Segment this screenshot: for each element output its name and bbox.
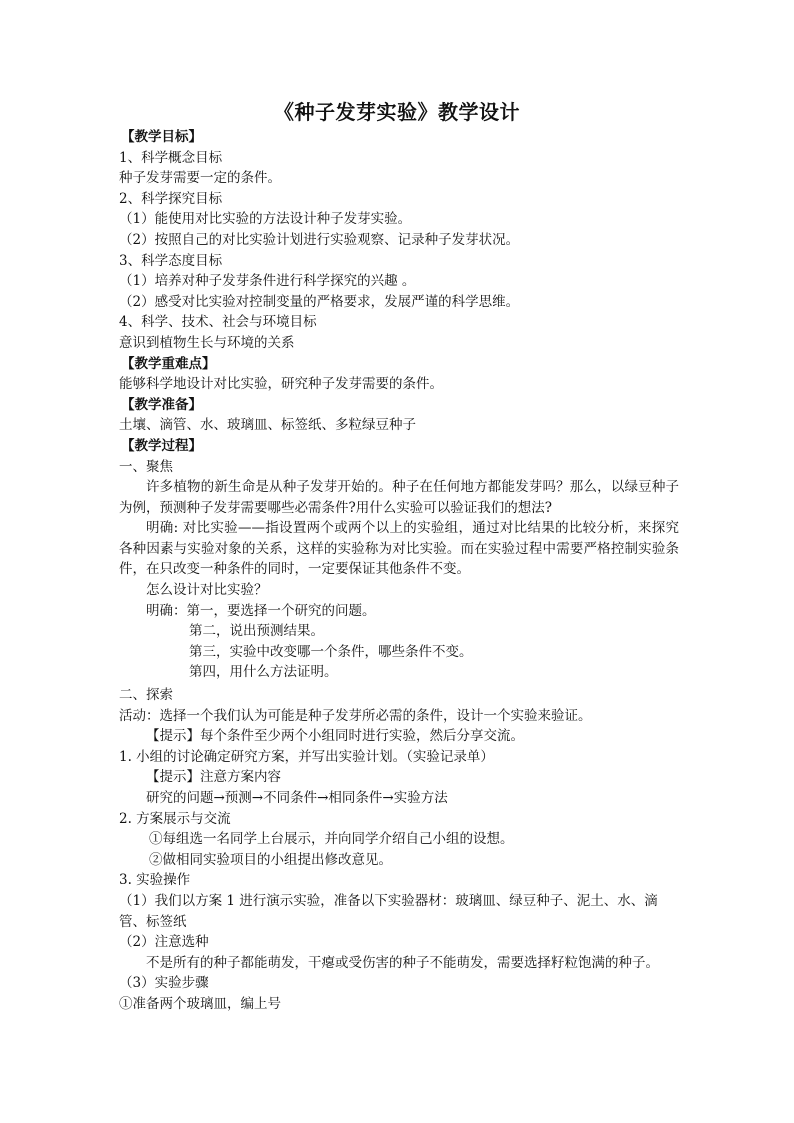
section-heading-process: 【教学过程】 <box>121 437 202 454</box>
text-line: 意识到植物生长与环境的关系 <box>119 334 295 351</box>
text-line: 不是所有的种子都能萌发，干瘪或受伤害的种子不能萌发，需要选择籽粒饱满的种子。 <box>146 954 659 971</box>
text-line: 【提示】每个条件至少两个小组同时进行实验，然后分享交流。 <box>146 728 524 745</box>
text-line: 1. 小组的讨论确定研究方案，并写出实验计划。（实验记录单） <box>119 748 494 765</box>
text-line: 2、科学探究目标 <box>119 190 223 207</box>
document-title: 《种子发芽实验》教学设计 <box>274 100 520 124</box>
text-line: ①准备两个玻璃皿，编上号 <box>119 995 281 1012</box>
text-line: （2）感受对比实验对控制变量的严格要求，发展严谨的科学思维。 <box>119 293 520 310</box>
text-line: 【提示】注意方案内容 <box>146 769 281 786</box>
text-line: 二、探索 <box>119 687 173 704</box>
text-line: 怎么设计对比实验？ <box>146 582 268 599</box>
text-line: （2）注意选种 <box>119 934 209 951</box>
text-line: （2）按照自己的对比实验计划进行实验观察、记录种子发芽状况。 <box>119 231 520 248</box>
text-line: （1）培养对种子发芽条件进行科学探究的兴趣 。 <box>119 273 416 290</box>
text-line: ②做相同实验项目的小组提出修改意见。 <box>149 851 392 868</box>
paragraph: 许多植物的新生命是从种子发芽开始的。种子在任何地方都能发芽吗？那么，以绿豆种子为例，预测种子发芽需要哪些必需条件?用什么实验可以验证我们的想法? <box>119 479 679 516</box>
text-line: 一、聚焦 <box>119 458 173 475</box>
paragraph: （1）我们以方案 1 进行演示实验，准备以下实验器材：玻璃皿、绿豆种子、泥土、水、滴管、标签纸 <box>119 892 658 930</box>
text-line: 3. 实验操作 <box>119 872 191 889</box>
text-line: 第四，用什么方法证明。 <box>189 664 338 681</box>
text-line: 1、科学概念目标 <box>119 149 223 166</box>
text-line: 能够科学地设计对比实验，研究种子发芽需要的条件。 <box>119 376 443 393</box>
document-body <box>119 127 679 1015</box>
text-line: 4、科学、技术、社会与环境目标 <box>119 314 317 331</box>
text-line: 第三，实验中改变哪一个条件，哪些条件不变。 <box>189 643 473 660</box>
text-line: ①每组选一名同学上台展示，并向同学介绍自己小组的设想。 <box>149 831 514 848</box>
text-line: 研究的问题→预测→不同条件→相同条件→实验方法 <box>146 790 448 806</box>
paragraph: 明确: 对比实验——指设置两个或两个以上的实验组，通过对比结果的比较分析，来探究各种因素与实验对象的关系，这样的实验称为对比实验。而在实验过程中需要严格控制实验条件，在只改变一种条件的同时，一定要保证其他条件不变。 <box>119 520 679 578</box>
text-line: 活动：选择一个我们认为可能是种子发芽所必需的条件，设计一个实验来验证。 <box>119 707 592 724</box>
text-line: 种子发芽需要一定的条件。 <box>119 170 281 187</box>
text-line: （3）实验步骤 <box>119 975 209 992</box>
text-line: 3、科学态度目标 <box>119 252 223 269</box>
section-heading-preparation: 【教学准备】 <box>121 396 202 413</box>
text-line: 第二，说出预测结果。 <box>189 623 324 640</box>
section-heading-objectives: 【教学目标】 <box>121 129 202 145</box>
text-line: （1）能使用对比实验的方法设计种子发芽实验。 <box>119 211 412 228</box>
text-line: 土壤、滴管、水、玻璃皿、标签纸、多粒绿豆种子 <box>119 417 416 434</box>
text-line: 2. 方案展示与交流 <box>119 810 231 827</box>
text-line: 明确：第一，要选择一个研究的问题。 <box>146 602 376 619</box>
section-heading-key-points: 【教学重难点】 <box>121 355 216 372</box>
